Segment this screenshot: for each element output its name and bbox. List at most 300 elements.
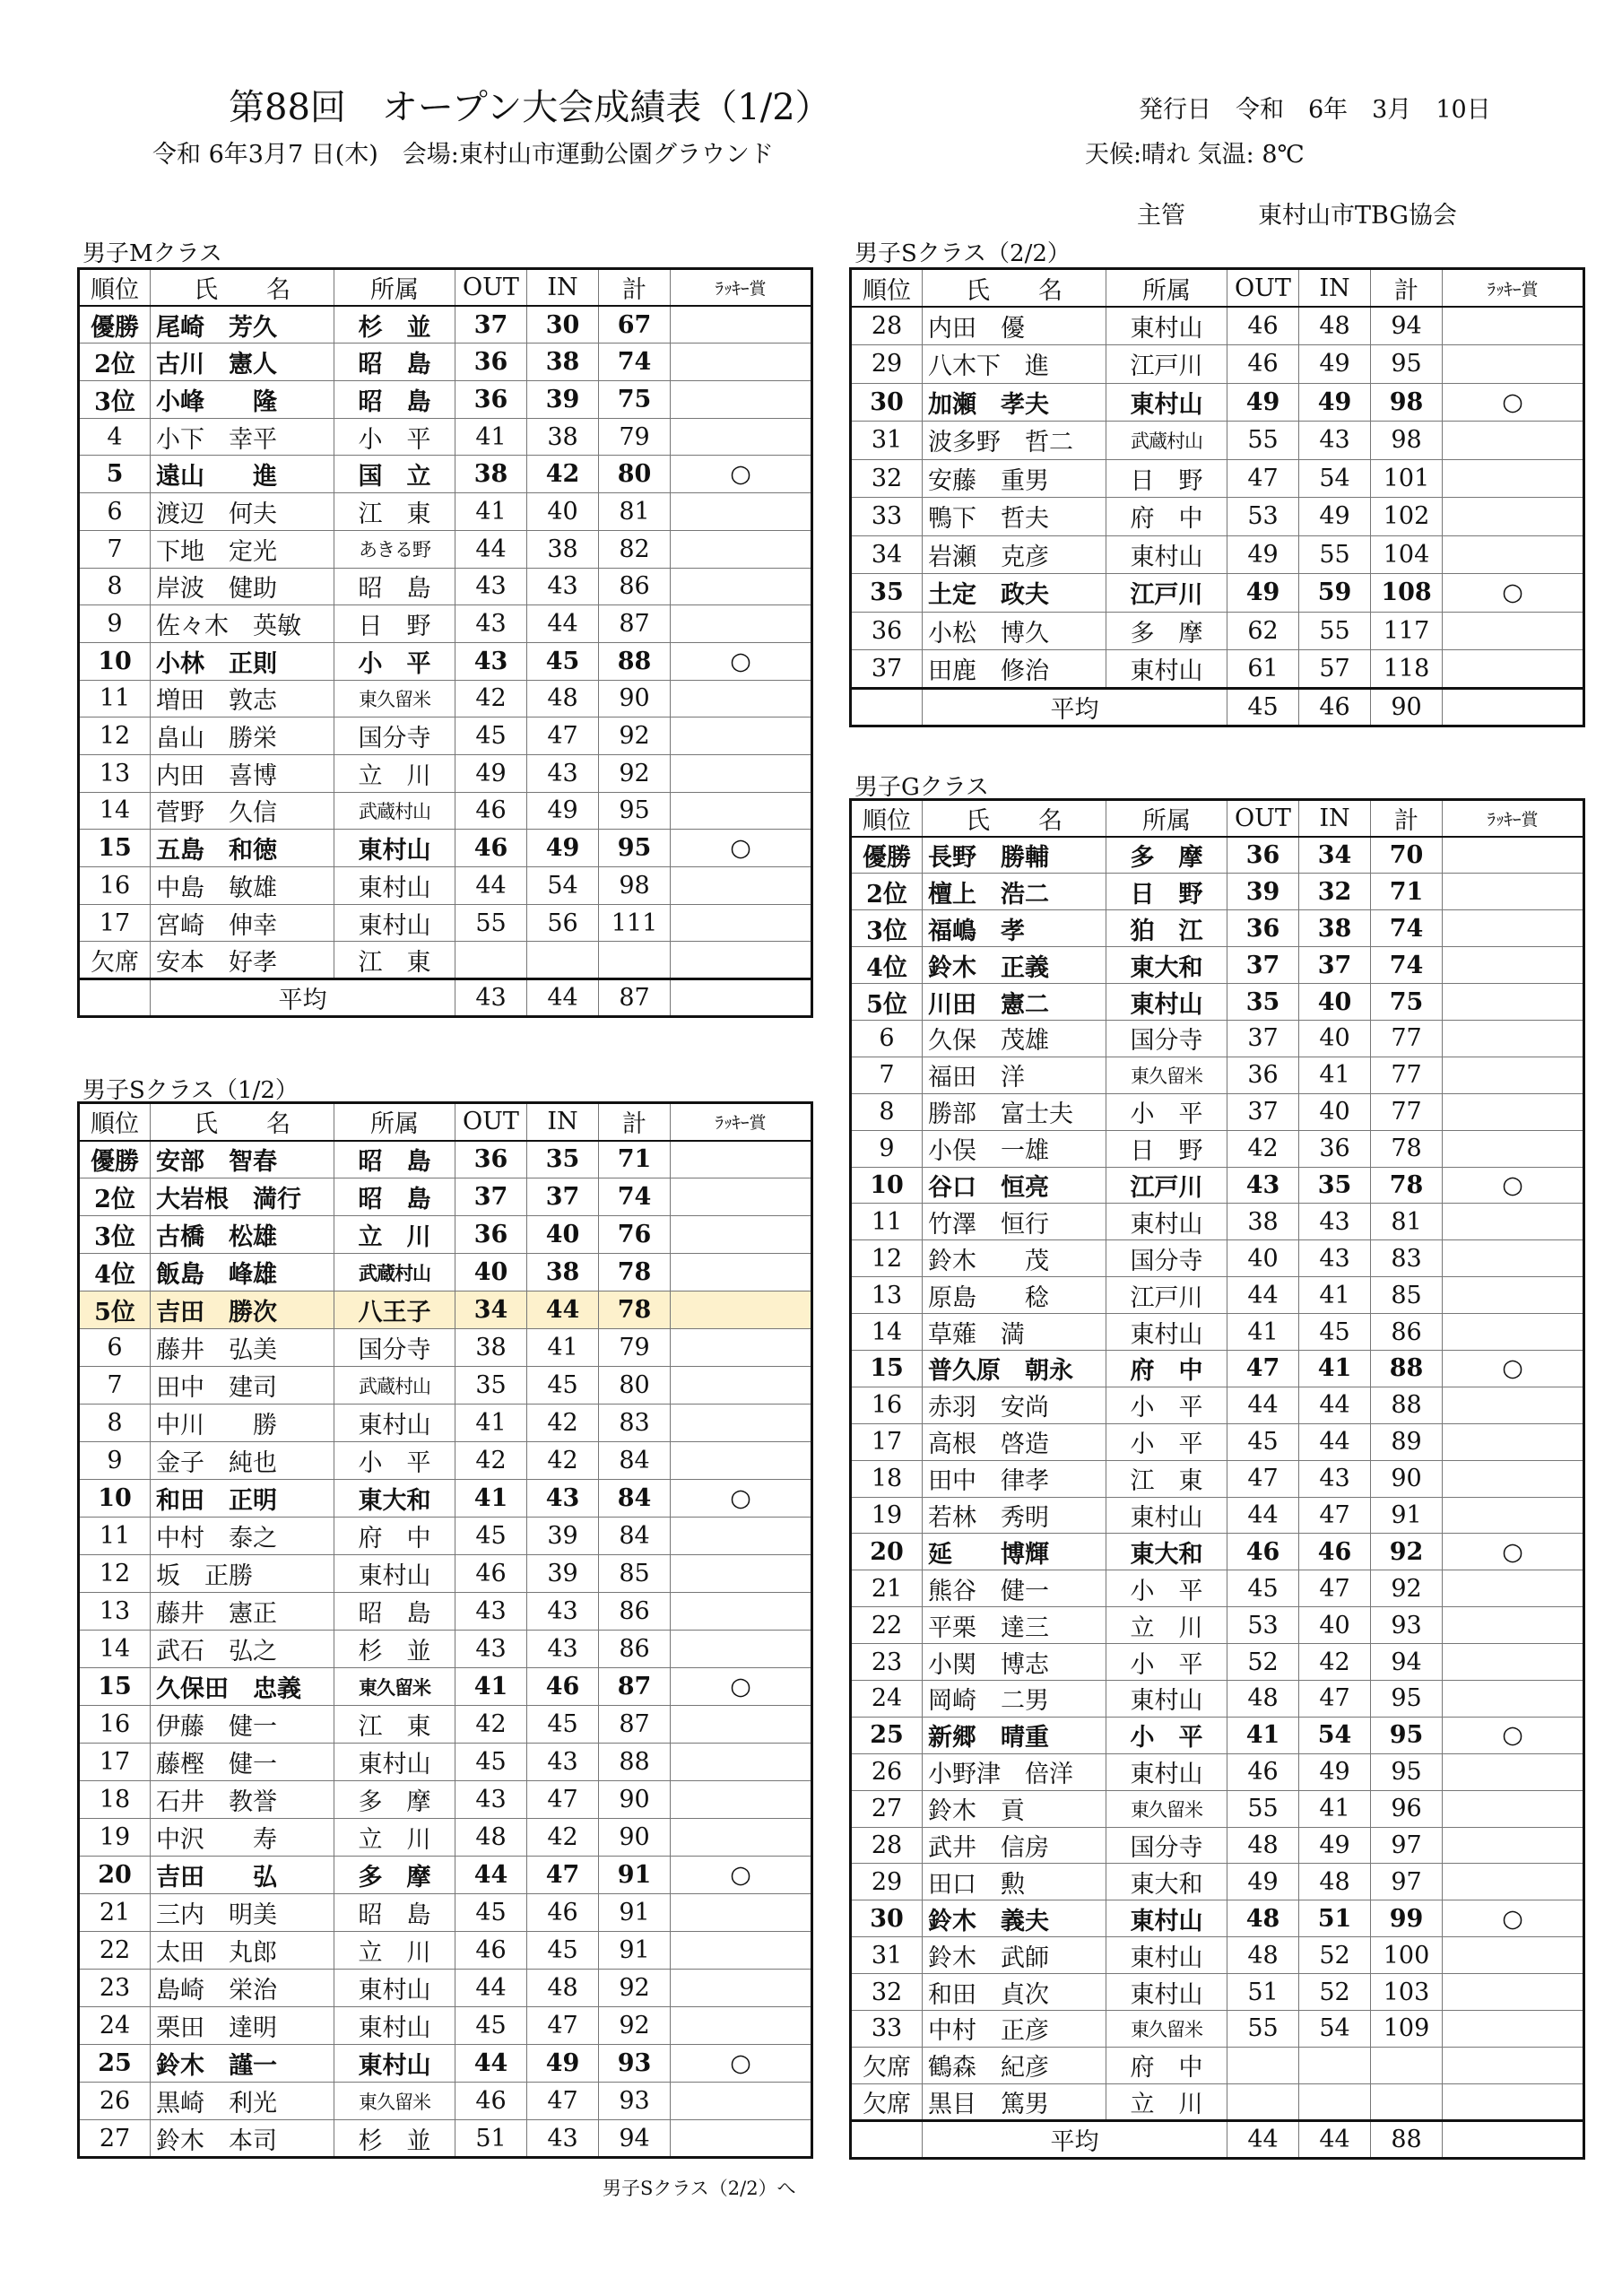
lucky-cell: ○ [1443, 383, 1584, 422]
name-cell: 岩瀬 克彦 [923, 535, 1106, 574]
club-cell: 立 川 [334, 754, 455, 792]
total-cell: 95 [1371, 1717, 1443, 1753]
lucky-cell: ○ [1443, 574, 1584, 613]
out-cell: 61 [1227, 650, 1299, 689]
name-cell: 吉田 弘 [151, 1857, 334, 1894]
in-cell: 45 [527, 642, 599, 680]
name-cell: 土定 政夫 [923, 574, 1106, 613]
rank-cell: 29 [851, 345, 923, 384]
in-cell: 38 [527, 418, 599, 456]
total-cell: 75 [599, 381, 671, 419]
name-cell: 新郷 晴重 [923, 1717, 1106, 1753]
name-cell: 渡辺 何夫 [151, 493, 334, 531]
total-cell: 83 [599, 1405, 671, 1442]
total-cell: 71 [599, 1141, 671, 1178]
name-cell: 安藤 重男 [923, 459, 1106, 498]
average-out: 45 [1227, 688, 1299, 726]
lucky-cell [671, 1631, 812, 1668]
total-cell: 67 [599, 306, 671, 344]
result-row [851, 2047, 1584, 2083]
name-cell: 小関 博志 [923, 1644, 1106, 1681]
in-cell: 47 [527, 2007, 599, 2045]
lucky-cell [671, 1329, 812, 1367]
total-cell: 98 [599, 867, 671, 905]
club-cell: 昭 島 [334, 1593, 455, 1631]
club-cell: 小 平 [334, 642, 455, 680]
club-cell: 昭 島 [334, 1178, 455, 1216]
total-cell [1371, 2083, 1443, 2120]
result-row [79, 1894, 812, 1932]
blank-cell [1443, 2120, 1584, 2158]
name-cell: 古川 憲人 [151, 344, 334, 381]
club-cell: 多 摩 [334, 1781, 455, 1819]
result-row [79, 642, 812, 680]
name-cell: 延 博輝 [923, 1534, 1106, 1570]
club-cell: 東村山 [1106, 1753, 1227, 1790]
in-cell: 41 [1299, 1790, 1371, 1827]
club-cell: 東大和 [1106, 1864, 1227, 1900]
column-header: 順位 [851, 800, 923, 838]
out-cell: 45 [455, 1518, 527, 1555]
in-cell: 48 [1299, 1864, 1371, 1900]
out-cell: 46 [455, 830, 527, 867]
club-cell: 江戸川 [1106, 574, 1227, 613]
total-cell: 103 [1371, 1974, 1443, 2011]
club-cell: 江 東 [1106, 1460, 1227, 1497]
out-cell: 46 [455, 792, 527, 830]
average-row [79, 979, 812, 1017]
result-row [851, 2011, 1584, 2048]
name-cell: 高根 啓造 [923, 1423, 1106, 1460]
out-cell: 48 [1227, 1937, 1299, 1974]
result-row [851, 1827, 1584, 1864]
result-row [851, 1204, 1584, 1240]
lucky-cell [671, 718, 812, 755]
rank-cell: 15 [79, 1668, 151, 1706]
out-cell: 51 [455, 2120, 527, 2158]
total-cell: 82 [599, 530, 671, 568]
issue-date: 発行日 令和 6年 3月 10日 [1139, 96, 1491, 124]
out-cell: 41 [455, 1480, 527, 1518]
column-header: ﾗｯｷｰ賞 [1443, 269, 1584, 308]
in-cell: 52 [1299, 1937, 1371, 1974]
column-header: 順位 [79, 1103, 151, 1141]
rank-cell: 37 [851, 650, 923, 689]
club-cell: 府 中 [1106, 498, 1227, 536]
out-cell: 35 [1227, 984, 1299, 1021]
out-cell: 37 [1227, 1093, 1299, 1130]
name-cell: 金子 純也 [151, 1442, 334, 1480]
lucky-cell [1443, 1974, 1584, 2011]
out-cell: 38 [455, 456, 527, 493]
club-cell: 武蔵村山 [334, 792, 455, 830]
rank-cell: 5 [79, 456, 151, 493]
out-cell: 43 [455, 642, 527, 680]
lucky-cell: ○ [671, 830, 812, 867]
out-cell: 48 [1227, 1827, 1299, 1864]
name-cell: 藤井 憲正 [151, 1593, 334, 1631]
in-cell: 52 [1299, 1974, 1371, 2011]
total-cell: 84 [599, 1442, 671, 1480]
average-in: 44 [1299, 2120, 1371, 2158]
total-cell: 92 [599, 754, 671, 792]
result-row [851, 1974, 1584, 2011]
name-cell: 和田 正明 [151, 1480, 334, 1518]
in-cell [527, 942, 599, 979]
total-cell: 78 [599, 1254, 671, 1292]
total-cell: 90 [599, 680, 671, 718]
in-cell: 45 [527, 1706, 599, 1744]
total-cell: 98 [1371, 422, 1443, 460]
in-cell: 47 [527, 2083, 599, 2120]
club-cell: 立 川 [334, 1819, 455, 1857]
name-cell: 武石 弘之 [151, 1631, 334, 1668]
total-cell: 74 [599, 1178, 671, 1216]
lucky-cell [1443, 1497, 1584, 1534]
name-cell: 黒崎 利光 [151, 2083, 334, 2120]
name-cell: 勝部 富士夫 [923, 1093, 1106, 1130]
name-cell: 鈴木 正義 [923, 947, 1106, 984]
in-cell: 43 [527, 1631, 599, 1668]
in-cell: 40 [1299, 1093, 1371, 1130]
m-class-table [77, 267, 813, 1018]
out-cell: 49 [455, 754, 527, 792]
in-cell: 49 [1299, 498, 1371, 536]
rank-cell: 20 [851, 1534, 923, 1570]
lucky-cell [671, 1518, 812, 1555]
rank-cell: 27 [851, 1790, 923, 1827]
rank-cell: 23 [79, 1970, 151, 2007]
out-cell: 49 [1227, 1864, 1299, 1900]
column-header: 計 [599, 269, 671, 307]
result-row [851, 1240, 1584, 1277]
header-row [851, 800, 1584, 838]
out-cell: 36 [455, 344, 527, 381]
in-cell: 54 [527, 867, 599, 905]
name-cell: 下地 定光 [151, 530, 334, 568]
total-cell: 74 [599, 344, 671, 381]
rank-cell: 21 [79, 1894, 151, 1932]
result-row [79, 2120, 812, 2158]
club-cell: 国 立 [334, 456, 455, 493]
rank-cell: 3位 [851, 910, 923, 947]
name-cell: 久保田 忠義 [151, 1668, 334, 1706]
rank-cell: 32 [851, 459, 923, 498]
in-cell: 35 [527, 1141, 599, 1178]
column-header: 順位 [79, 269, 151, 307]
club-cell: 東大和 [1106, 947, 1227, 984]
lucky-cell: ○ [1443, 1350, 1584, 1387]
name-cell: 波多野 哲二 [923, 422, 1106, 460]
club-cell: 多 摩 [1106, 612, 1227, 650]
in-cell: 43 [527, 1744, 599, 1781]
club-cell: 日 野 [1106, 1130, 1227, 1167]
name-cell: 中村 泰之 [151, 1518, 334, 1555]
rank-cell: 36 [851, 612, 923, 650]
club-cell: 小 平 [1106, 1387, 1227, 1423]
result-row [79, 1631, 812, 1668]
out-cell: 43 [1227, 1167, 1299, 1204]
name-cell: 小下 幸平 [151, 418, 334, 456]
club-cell: 東村山 [1106, 1314, 1227, 1351]
out-cell: 49 [1227, 574, 1299, 613]
lucky-cell [671, 1405, 812, 1442]
name-cell: 若林 秀明 [923, 1497, 1106, 1534]
rank-cell: 13 [79, 754, 151, 792]
club-cell: 小 平 [334, 1442, 455, 1480]
result-row [851, 498, 1584, 536]
rank-cell: 4位 [79, 1254, 151, 1292]
in-cell: 38 [527, 530, 599, 568]
result-row [79, 1254, 812, 1292]
g-class-caption: 男子Gクラス [854, 774, 989, 801]
out-cell: 41 [1227, 1314, 1299, 1351]
name-cell: 中村 正彦 [923, 2011, 1106, 2048]
total-cell: 101 [1371, 459, 1443, 498]
lucky-cell [1443, 1937, 1584, 1974]
rank-cell: 17 [79, 1744, 151, 1781]
result-row [79, 456, 812, 493]
rank-cell: 8 [851, 1093, 923, 1130]
in-cell: 44 [527, 605, 599, 643]
result-row [851, 1790, 1584, 1827]
result-row [79, 867, 812, 905]
name-cell: 田中 律孝 [923, 1460, 1106, 1497]
club-cell: 立 川 [334, 1216, 455, 1254]
out-cell: 45 [1227, 1423, 1299, 1460]
club-cell: 小 平 [1106, 1570, 1227, 1607]
result-row [79, 904, 812, 942]
in-cell [1299, 2047, 1371, 2083]
club-cell: 東村山 [334, 1744, 455, 1781]
out-cell: 49 [1227, 383, 1299, 422]
lucky-cell [1443, 1093, 1584, 1130]
total-cell: 77 [1371, 1020, 1443, 1057]
result-row [79, 1216, 812, 1254]
lucky-cell [671, 493, 812, 531]
club-cell: 立 川 [334, 1932, 455, 1970]
lucky-cell [1443, 1827, 1584, 1864]
total-cell: 95 [599, 830, 671, 867]
total-cell: 97 [1371, 1864, 1443, 1900]
column-header: 所属 [1106, 269, 1227, 308]
total-cell: 79 [599, 1329, 671, 1367]
club-cell: 東村山 [334, 1555, 455, 1593]
in-cell: 43 [1299, 1240, 1371, 1277]
in-cell: 44 [527, 1292, 599, 1329]
result-row [79, 1518, 812, 1555]
in-cell: 40 [527, 493, 599, 531]
rank-cell: 9 [851, 1130, 923, 1167]
out-cell: 47 [1227, 459, 1299, 498]
in-cell: 43 [527, 754, 599, 792]
result-row [851, 1314, 1584, 1351]
rank-cell: 8 [79, 1405, 151, 1442]
rank-cell: 30 [851, 1900, 923, 1937]
out-cell: 46 [1227, 307, 1299, 345]
out-cell: 43 [455, 568, 527, 605]
total-cell: 99 [1371, 1900, 1443, 1937]
in-cell [1299, 2083, 1371, 2120]
name-cell: 鈴木 貢 [923, 1790, 1106, 1827]
lucky-cell [1443, 1204, 1584, 1240]
rank-cell: 15 [79, 830, 151, 867]
club-cell: 東村山 [1106, 1974, 1227, 2011]
column-header: IN [527, 269, 599, 307]
in-cell: 43 [527, 1480, 599, 1518]
lucky-cell [1443, 984, 1584, 1021]
club-cell: 東村山 [334, 830, 455, 867]
total-cell: 80 [599, 1367, 671, 1405]
in-cell: 59 [1299, 574, 1371, 613]
s-class-2-caption: 男子Sクラス（2/2） [854, 240, 1071, 267]
name-cell: 熊谷 健一 [923, 1570, 1106, 1607]
rank-cell: 3位 [79, 381, 151, 419]
lucky-cell [671, 2083, 812, 2120]
lucky-cell [671, 1442, 812, 1480]
total-cell: 91 [599, 1894, 671, 1932]
name-cell: 坂 正勝 [151, 1555, 334, 1593]
lucky-cell [1443, 1423, 1584, 1460]
club-cell: 東久留米 [334, 680, 455, 718]
lucky-cell: ○ [671, 2045, 812, 2083]
page-title: 第88回 オープン大会成績表（1/2） [229, 87, 831, 128]
result-row [79, 718, 812, 755]
total-cell: 74 [1371, 947, 1443, 984]
club-cell: 東村山 [1106, 650, 1227, 689]
result-row [851, 1387, 1584, 1423]
club-cell: 東大和 [334, 1480, 455, 1518]
lucky-cell [671, 1254, 812, 1292]
column-header: ﾗｯｷｰ賞 [671, 269, 812, 307]
result-row [79, 605, 812, 643]
result-row [79, 680, 812, 718]
out-cell [1227, 2083, 1299, 2120]
name-cell: 谷口 恒亮 [923, 1167, 1106, 1204]
rank-cell: 9 [79, 605, 151, 643]
out-cell: 40 [455, 1254, 527, 1292]
result-row [851, 1057, 1584, 1093]
club-cell: 昭 島 [334, 1141, 455, 1178]
out-cell: 44 [455, 2045, 527, 2083]
result-row [79, 2083, 812, 2120]
lucky-cell [1443, 837, 1584, 874]
total-cell: 74 [1371, 910, 1443, 947]
in-cell: 43 [1299, 422, 1371, 460]
lucky-cell [671, 1744, 812, 1781]
result-row [79, 830, 812, 867]
total-cell: 83 [1371, 1240, 1443, 1277]
out-cell: 37 [455, 306, 527, 344]
club-cell: 東村山 [1106, 1497, 1227, 1534]
lucky-cell: ○ [1443, 1534, 1584, 1570]
in-cell: 49 [1299, 345, 1371, 384]
name-cell: 武井 信房 [923, 1827, 1106, 1864]
total-cell: 88 [599, 642, 671, 680]
rank-cell: 11 [851, 1204, 923, 1240]
name-cell: 岡崎 二男 [923, 1680, 1106, 1717]
total-cell: 91 [599, 1857, 671, 1894]
out-cell: 36 [455, 1141, 527, 1178]
total-cell: 78 [599, 1292, 671, 1329]
club-cell: 国分寺 [1106, 1020, 1227, 1057]
rank-cell: 18 [79, 1781, 151, 1819]
total-cell: 87 [599, 605, 671, 643]
result-row [79, 2007, 812, 2045]
name-cell: 安部 智春 [151, 1141, 334, 1178]
total-cell: 94 [599, 2120, 671, 2158]
out-cell: 45 [455, 718, 527, 755]
name-cell: 岸波 健助 [151, 568, 334, 605]
out-cell: 55 [1227, 422, 1299, 460]
lucky-cell [1443, 1020, 1584, 1057]
blank-cell [851, 688, 923, 726]
out-cell: 44 [455, 530, 527, 568]
lucky-cell [1443, 422, 1584, 460]
out-cell: 42 [455, 1706, 527, 1744]
total-cell: 95 [599, 792, 671, 830]
result-row [851, 1680, 1584, 1717]
total-cell: 92 [1371, 1570, 1443, 1607]
club-cell: 東村山 [1106, 1204, 1227, 1240]
lucky-cell [1443, 2083, 1584, 2120]
out-cell: 45 [1227, 1570, 1299, 1607]
lucky-cell [671, 344, 812, 381]
lucky-cell [1443, 2011, 1584, 2048]
rank-cell: 18 [851, 1460, 923, 1497]
blank-cell [1443, 688, 1584, 726]
rank-cell: 34 [851, 535, 923, 574]
lucky-cell [1443, 1460, 1584, 1497]
out-cell: 44 [1227, 1497, 1299, 1534]
weather-info: 天候:晴れ 気温: 8℃ [1085, 141, 1305, 169]
name-cell: 畠山 勝栄 [151, 718, 334, 755]
name-cell: 田鹿 修治 [923, 650, 1106, 689]
club-cell: 狛 江 [1106, 910, 1227, 947]
column-header: OUT [455, 1103, 527, 1141]
rank-cell: 4 [79, 418, 151, 456]
name-cell: 原島 稔 [923, 1277, 1106, 1314]
header-row [79, 269, 812, 307]
rank-cell: 13 [79, 1593, 151, 1631]
out-cell: 42 [455, 1442, 527, 1480]
result-row [79, 381, 812, 419]
lucky-cell [671, 1894, 812, 1932]
continued-note: 男子Sクラス（2/2）へ [603, 2178, 796, 2199]
average-total: 87 [599, 979, 671, 1017]
club-cell: 江 東 [334, 1706, 455, 1744]
s-class-1-caption: 男子Sクラス（1/2） [82, 1077, 299, 1104]
lucky-cell [1443, 1864, 1584, 1900]
club-cell: 日 野 [1106, 874, 1227, 910]
total-cell: 84 [599, 1518, 671, 1555]
total-cell: 81 [599, 493, 671, 531]
rank-cell: 11 [79, 1518, 151, 1555]
total-cell: 88 [1371, 1387, 1443, 1423]
lucky-cell [671, 1932, 812, 1970]
lucky-cell [1443, 1607, 1584, 1644]
name-cell: 内田 優 [923, 307, 1106, 345]
lucky-cell [1443, 910, 1584, 947]
rank-cell: 9 [79, 1442, 151, 1480]
in-cell: 38 [527, 1254, 599, 1292]
out-cell: 37 [1227, 947, 1299, 984]
out-cell: 48 [455, 1819, 527, 1857]
lucky-cell [1443, 1680, 1584, 1717]
rank-cell: 2位 [851, 874, 923, 910]
club-cell: 府 中 [334, 1518, 455, 1555]
result-row [851, 1497, 1584, 1534]
